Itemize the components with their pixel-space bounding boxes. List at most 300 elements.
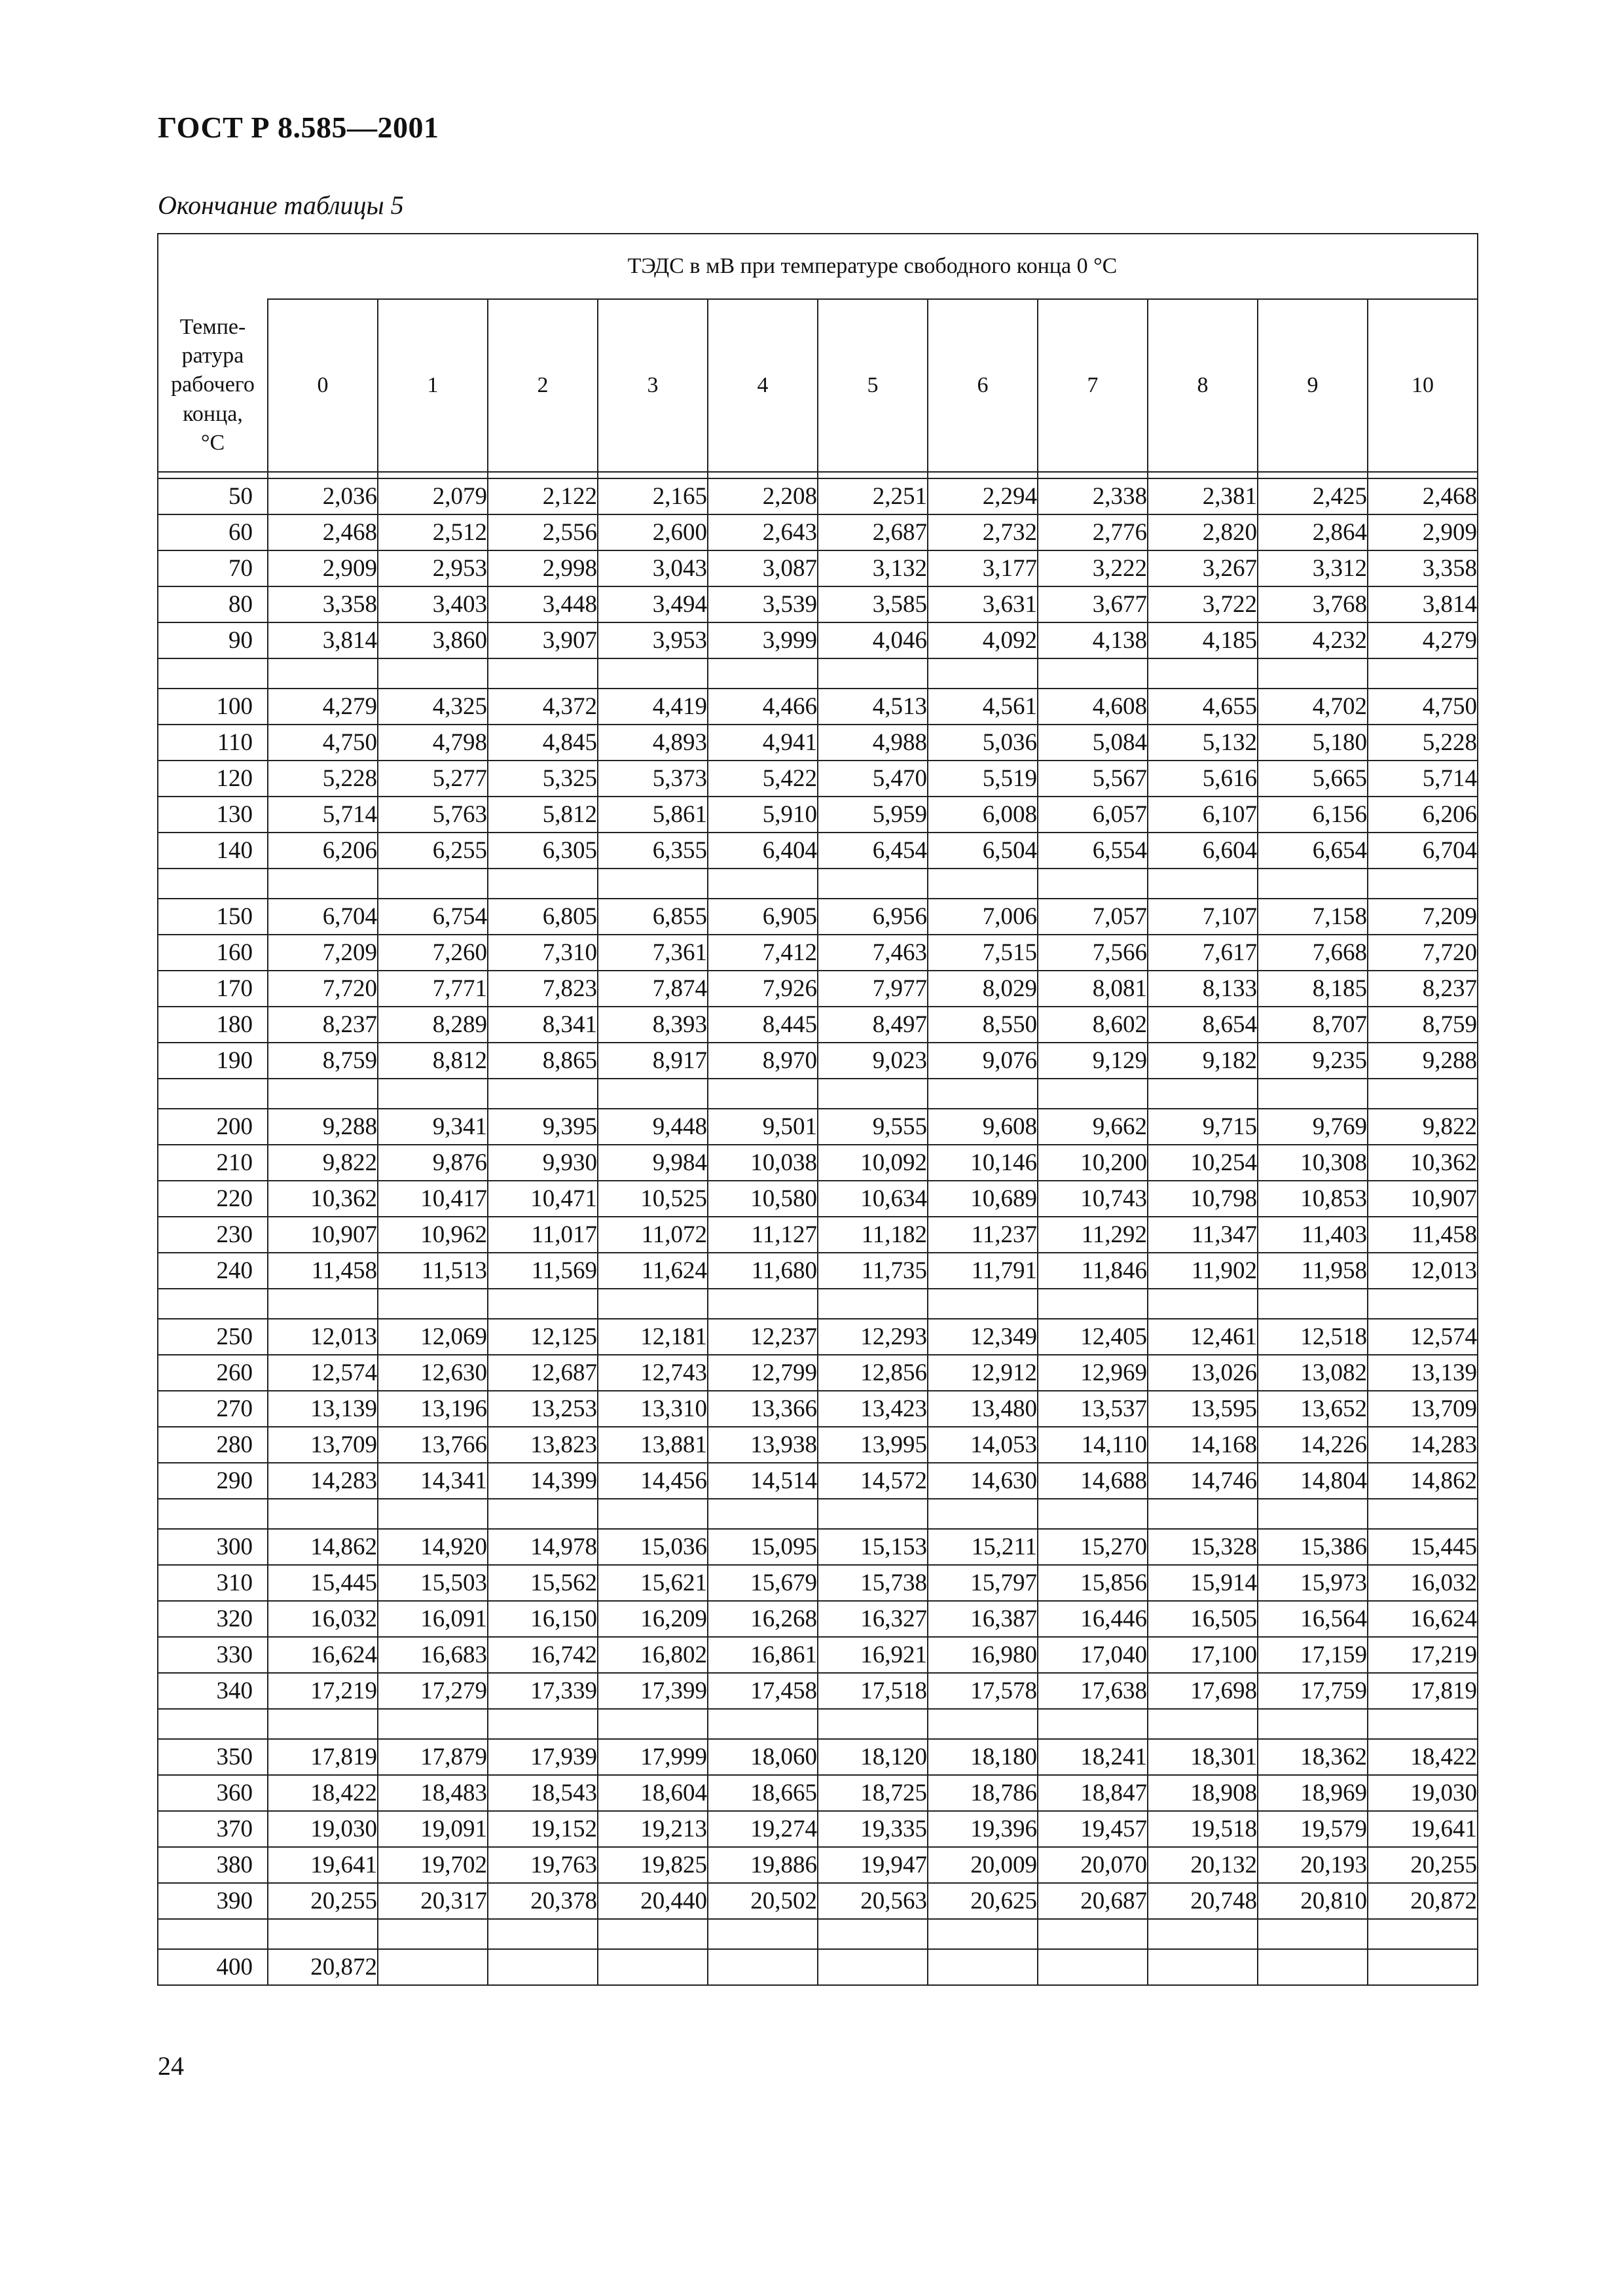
emf-value-cell: 15,738	[818, 1565, 928, 1601]
emf-value-cell: 4,092	[928, 622, 1038, 658]
emf-value-cell: 18,241	[1038, 1739, 1148, 1775]
emf-value-cell: 6,504	[928, 833, 1038, 869]
emf-value-cell: 18,362	[1258, 1739, 1368, 1775]
empty-cell	[1258, 1079, 1368, 1109]
emf-value-cell: 16,742	[488, 1637, 598, 1673]
emf-value-cell: 5,616	[1148, 761, 1258, 797]
emf-value-cell: 4,608	[1038, 689, 1148, 725]
emf-value-cell: 17,939	[488, 1739, 598, 1775]
emf-value-cell: 4,988	[818, 725, 928, 761]
emf-value-cell: 16,624	[268, 1637, 378, 1673]
emf-value-cell: 2,687	[818, 514, 928, 550]
emf-value-cell: 3,043	[598, 550, 708, 586]
emf-value-cell: 18,060	[708, 1739, 818, 1775]
emf-value-cell: 17,399	[598, 1673, 708, 1709]
emf-value-cell: 12,237	[708, 1319, 818, 1355]
empty-cell	[1148, 1289, 1258, 1319]
emf-value-cell: 17,999	[598, 1739, 708, 1775]
temperature-cell: 250	[158, 1319, 268, 1355]
block-spacer-row	[158, 1079, 1478, 1109]
emf-value-cell: 11,735	[818, 1253, 928, 1289]
emf-value-cell: 10,254	[1148, 1145, 1258, 1181]
emf-value-cell: 10,200	[1038, 1145, 1148, 1181]
emf-value-cell: 17,100	[1148, 1637, 1258, 1673]
emf-value-cell	[928, 1949, 1038, 1985]
emf-value-cell: 2,251	[818, 478, 928, 514]
emf-value-cell: 4,941	[708, 725, 818, 761]
emf-value-cell: 16,921	[818, 1637, 928, 1673]
emf-value-cell: 11,458	[1368, 1217, 1478, 1253]
emf-value-cell: 9,341	[378, 1109, 488, 1145]
temperature-cell: 400	[158, 1949, 268, 1985]
emf-value-cell: 3,814	[1368, 586, 1478, 622]
emf-value-cell: 3,494	[598, 586, 708, 622]
emf-value-cell: 10,853	[1258, 1181, 1368, 1217]
empty-cell	[158, 1499, 268, 1529]
empty-cell	[1148, 869, 1258, 899]
emf-value-cell: 7,209	[1368, 899, 1478, 935]
column-header-row	[158, 299, 1478, 472]
emf-value-cell: 14,283	[268, 1463, 378, 1499]
empty-cell	[1148, 1709, 1258, 1739]
empty-cell	[818, 869, 928, 899]
emf-value-cell: 18,604	[598, 1775, 708, 1811]
emf-value-cell: 6,255	[378, 833, 488, 869]
block-spacer-row	[158, 1919, 1478, 1949]
emf-value-cell: 6,305	[488, 833, 598, 869]
empty-cell	[378, 1499, 488, 1529]
emf-value-cell: 18,847	[1038, 1775, 1148, 1811]
emf-value-cell: 11,513	[378, 1253, 488, 1289]
emf-value-cell: 15,679	[708, 1565, 818, 1601]
emf-value-cell: 15,973	[1258, 1565, 1368, 1601]
temperature-cell: 260	[158, 1355, 268, 1391]
emf-value-cell: 11,569	[488, 1253, 598, 1289]
empty-cell	[708, 1079, 818, 1109]
emf-value-cell: 11,403	[1258, 1217, 1368, 1253]
emf-value-cell: 3,722	[1148, 586, 1258, 622]
emf-value-cell: 2,338	[1038, 478, 1148, 514]
block-spacer-row	[158, 1499, 1478, 1529]
emf-value-cell: 2,556	[488, 514, 598, 550]
emf-value-cell: 2,643	[708, 514, 818, 550]
emf-value-cell: 18,422	[1368, 1739, 1478, 1775]
emf-value-cell: 2,468	[1368, 478, 1478, 514]
row-header-line: ратура	[181, 344, 244, 368]
empty-cell	[158, 1289, 268, 1319]
emf-value-cell: 2,165	[598, 478, 708, 514]
emf-value-cell: 5,325	[488, 761, 598, 797]
emf-value-cell	[488, 1949, 598, 1985]
temperature-cell: 190	[158, 1043, 268, 1079]
emf-value-cell: 12,912	[928, 1355, 1038, 1391]
emf-value-cell: 14,746	[1148, 1463, 1258, 1499]
emf-value-cell: 19,763	[488, 1847, 598, 1883]
emf-value-cell: 13,938	[708, 1427, 818, 1463]
table-row	[158, 725, 1478, 761]
emf-value-cell: 4,372	[488, 689, 598, 725]
emf-value-cell: 17,879	[378, 1739, 488, 1775]
emf-value-cell: 3,539	[708, 586, 818, 622]
emf-value-cell: 9,288	[268, 1109, 378, 1145]
emf-value-cell: 5,277	[378, 761, 488, 797]
table-row	[158, 1811, 1478, 1847]
emf-value-cell: 20,009	[928, 1847, 1038, 1883]
emf-value-cell: 3,087	[708, 550, 818, 586]
table-row	[158, 935, 1478, 971]
empty-cell	[1258, 472, 1368, 478]
emf-value-cell: 20,872	[268, 1949, 378, 1985]
header-separator-row	[158, 472, 1478, 478]
emf-value-cell: 14,630	[928, 1463, 1038, 1499]
table-row	[158, 1673, 1478, 1709]
emf-value-cell: 16,387	[928, 1601, 1038, 1637]
row-header-line: Темпе-	[179, 315, 246, 340]
emf-value-cell: 11,902	[1148, 1253, 1258, 1289]
emf-value-cell: 19,396	[928, 1811, 1038, 1847]
empty-cell	[708, 472, 818, 478]
empty-cell	[488, 869, 598, 899]
emf-value-cell: 4,845	[488, 725, 598, 761]
emf-value-cell: 3,267	[1148, 550, 1258, 586]
emf-value-cell: 3,358	[1368, 550, 1478, 586]
row-header-line: рабочего	[171, 372, 255, 397]
emf-value-cell: 9,023	[818, 1043, 928, 1079]
emf-value-cell: 3,953	[598, 622, 708, 658]
emf-value-cell: 15,386	[1258, 1529, 1368, 1565]
emf-value-cell: 13,881	[598, 1427, 708, 1463]
empty-cell	[598, 1079, 708, 1109]
emf-value-cell: 9,288	[1368, 1043, 1478, 1079]
emf-value-cell: 9,608	[928, 1109, 1038, 1145]
emf-value-cell: 20,193	[1258, 1847, 1368, 1883]
emf-value-cell: 8,497	[818, 1007, 928, 1043]
table-row	[158, 1355, 1478, 1391]
emf-value-cell: 13,480	[928, 1391, 1038, 1427]
emf-value-cell: 2,468	[268, 514, 378, 550]
emf-value-cell: 12,013	[1368, 1253, 1478, 1289]
emf-value-cell: 3,585	[818, 586, 928, 622]
emf-value-cell: 5,519	[928, 761, 1038, 797]
temperature-cell: 330	[158, 1637, 268, 1673]
emf-value-cell	[1148, 1949, 1258, 1985]
emf-value-cell: 19,274	[708, 1811, 818, 1847]
emf-value-cell: 20,255	[1368, 1847, 1478, 1883]
table-row	[158, 1145, 1478, 1181]
emf-value-cell: 12,856	[818, 1355, 928, 1391]
emf-value-cell: 16,505	[1148, 1601, 1258, 1637]
emf-value-cell	[598, 1949, 708, 1985]
emf-value-cell: 7,874	[598, 971, 708, 1007]
emf-value-cell: 5,861	[598, 797, 708, 833]
empty-cell	[928, 1499, 1038, 1529]
emf-value-cell: 5,228	[268, 761, 378, 797]
header-corner-cell	[158, 234, 268, 299]
emf-value-cell: 8,185	[1258, 971, 1368, 1007]
empty-cell	[1258, 1289, 1368, 1319]
table-row	[158, 971, 1478, 1007]
temperature-cell: 340	[158, 1673, 268, 1709]
emf-value-cell: 5,812	[488, 797, 598, 833]
emf-value-cell: 5,132	[1148, 725, 1258, 761]
emf-value-cell: 12,574	[268, 1355, 378, 1391]
table-container	[157, 233, 1477, 1986]
table-row	[158, 514, 1478, 550]
table-row	[158, 1109, 1478, 1145]
emf-value-cell: 18,725	[818, 1775, 928, 1811]
emf-value-cell: 20,810	[1258, 1883, 1368, 1919]
empty-cell	[598, 1709, 708, 1739]
temperature-cell: 210	[158, 1145, 268, 1181]
emf-value-cell: 10,798	[1148, 1181, 1258, 1217]
emf-value-cell: 9,822	[1368, 1109, 1478, 1145]
temperature-cell: 380	[158, 1847, 268, 1883]
emf-value-cell: 10,146	[928, 1145, 1038, 1181]
block-spacer-row	[158, 869, 1478, 899]
empty-cell	[818, 1289, 928, 1319]
temperature-cell: 140	[158, 833, 268, 869]
emf-value-cell: 16,091	[378, 1601, 488, 1637]
emf-value-cell: 12,293	[818, 1319, 928, 1355]
empty-cell	[378, 658, 488, 689]
emf-value-cell: 2,512	[378, 514, 488, 550]
emf-value-cell: 8,759	[268, 1043, 378, 1079]
emf-value-cell: 10,689	[928, 1181, 1038, 1217]
emf-value-cell: 9,715	[1148, 1109, 1258, 1145]
emf-value-cell: 6,905	[708, 899, 818, 935]
emf-value-cell: 9,501	[708, 1109, 818, 1145]
emf-value-cell: 16,446	[1038, 1601, 1148, 1637]
block-spacer-row	[158, 1709, 1478, 1739]
emf-value-cell: 3,448	[488, 586, 598, 622]
emf-value-cell: 8,865	[488, 1043, 598, 1079]
emf-value-cell: 10,743	[1038, 1181, 1148, 1217]
emf-value-cell: 11,127	[708, 1217, 818, 1253]
temperature-cell: 200	[158, 1109, 268, 1145]
emf-value-cell: 17,819	[1368, 1673, 1478, 1709]
temperature-cell: 240	[158, 1253, 268, 1289]
emf-value-cell: 6,956	[818, 899, 928, 935]
emf-value-cell: 4,750	[1368, 689, 1478, 725]
empty-cell	[598, 1499, 708, 1529]
emf-value-cell: 17,339	[488, 1673, 598, 1709]
empty-cell	[488, 472, 598, 478]
emf-value-cell: 13,709	[1368, 1391, 1478, 1427]
emf-value-cell: 18,422	[268, 1775, 378, 1811]
emf-value-cell: 3,677	[1038, 586, 1148, 622]
table-caption: Окончание таблицы 5	[158, 190, 404, 220]
table-row	[158, 478, 1478, 514]
emf-value-cell: 10,362	[1368, 1145, 1478, 1181]
emf-value-cell: 15,503	[378, 1565, 488, 1601]
block-spacer-row	[158, 658, 1478, 689]
empty-cell	[1148, 1919, 1258, 1949]
emf-value-cell: 7,771	[378, 971, 488, 1007]
emf-value-cell: 10,907	[268, 1217, 378, 1253]
emf-value-cell: 15,914	[1148, 1565, 1258, 1601]
emf-value-cell: 5,959	[818, 797, 928, 833]
emf-value-cell: 4,655	[1148, 689, 1258, 725]
empty-cell	[158, 869, 268, 899]
emf-value-cell: 8,654	[1148, 1007, 1258, 1043]
emf-value-cell: 8,759	[1368, 1007, 1478, 1043]
emf-value-cell: 4,138	[1038, 622, 1148, 658]
emf-value-cell: 2,079	[378, 478, 488, 514]
empty-cell	[378, 472, 488, 478]
emf-value-cell: 4,798	[378, 725, 488, 761]
empty-cell	[708, 869, 818, 899]
emf-value-cell: 7,926	[708, 971, 818, 1007]
emf-value-cell: 14,341	[378, 1463, 488, 1499]
emf-value-cell: 20,440	[598, 1883, 708, 1919]
emf-value-cell: 16,980	[928, 1637, 1038, 1673]
emf-value-cell: 10,580	[708, 1181, 818, 1217]
emf-value-cell: 4,325	[378, 689, 488, 725]
emf-value-cell: 13,196	[378, 1391, 488, 1427]
emf-value-cell: 14,168	[1148, 1427, 1258, 1463]
emf-table	[157, 233, 1478, 1986]
temperature-cell: 110	[158, 725, 268, 761]
emf-value-cell: 5,763	[378, 797, 488, 833]
table-row	[158, 1637, 1478, 1673]
empty-cell	[268, 1079, 378, 1109]
emf-value-cell: 15,036	[598, 1529, 708, 1565]
emf-value-cell: 20,687	[1038, 1883, 1148, 1919]
emf-value-cell: 18,543	[488, 1775, 598, 1811]
emf-value-cell: 5,714	[1368, 761, 1478, 797]
emf-value-cell: 19,030	[1368, 1775, 1478, 1811]
empty-cell	[1258, 658, 1368, 689]
empty-cell	[1148, 658, 1258, 689]
emf-value-cell: 13,026	[1148, 1355, 1258, 1391]
empty-cell	[378, 1919, 488, 1949]
empty-cell	[1038, 1499, 1148, 1529]
emf-value-cell: 7,823	[488, 971, 598, 1007]
table-row	[158, 1043, 1478, 1079]
emf-value-cell: 15,856	[1038, 1565, 1148, 1601]
emf-value-cell: 14,978	[488, 1529, 598, 1565]
emf-value-cell: 9,076	[928, 1043, 1038, 1079]
emf-value-cell: 5,714	[268, 797, 378, 833]
emf-value-cell: 2,122	[488, 478, 598, 514]
emf-value-cell: 18,908	[1148, 1775, 1258, 1811]
temperature-cell: 150	[158, 899, 268, 935]
emf-value-cell: 8,081	[1038, 971, 1148, 1007]
emf-value-cell: 12,799	[708, 1355, 818, 1391]
empty-cell	[928, 1709, 1038, 1739]
emf-value-cell: 5,084	[1038, 725, 1148, 761]
emf-value-cell: 3,132	[818, 550, 928, 586]
temperature-cell: 130	[158, 797, 268, 833]
empty-cell	[268, 869, 378, 899]
table-row	[158, 1427, 1478, 1463]
empty-cell	[708, 1289, 818, 1319]
temperature-cell: 220	[158, 1181, 268, 1217]
emf-value-cell: 6,107	[1148, 797, 1258, 833]
emf-value-cell: 12,125	[488, 1319, 598, 1355]
emf-value-cell: 3,631	[928, 586, 1038, 622]
emf-value-cell: 19,152	[488, 1811, 598, 1847]
column-header-1: 1	[378, 299, 488, 472]
emf-value-cell: 7,361	[598, 935, 708, 971]
emf-value-cell: 7,107	[1148, 899, 1258, 935]
emf-value-cell: 7,515	[928, 935, 1038, 971]
emf-value-cell: 7,463	[818, 935, 928, 971]
emf-value-cell: 4,702	[1258, 689, 1368, 725]
emf-value-cell: 19,947	[818, 1847, 928, 1883]
table-row	[158, 689, 1478, 725]
emf-value-cell: 17,518	[818, 1673, 928, 1709]
emf-value-cell: 19,213	[598, 1811, 708, 1847]
emf-value-cell: 19,886	[708, 1847, 818, 1883]
table-row	[158, 1739, 1478, 1775]
emf-value-cell: 15,445	[268, 1565, 378, 1601]
emf-value-cell: 18,180	[928, 1739, 1038, 1775]
emf-value-cell: 16,564	[1258, 1601, 1368, 1637]
column-header-6: 6	[928, 299, 1038, 472]
temperature-cell: 160	[158, 935, 268, 971]
empty-cell	[1368, 1289, 1478, 1319]
temperature-cell: 280	[158, 1427, 268, 1463]
emf-value-cell: 9,984	[598, 1145, 708, 1181]
empty-cell	[1038, 1709, 1148, 1739]
table-row	[158, 1883, 1478, 1919]
emf-value-cell: 7,310	[488, 935, 598, 971]
emf-value-cell: 9,876	[378, 1145, 488, 1181]
emf-value-cell: 3,860	[378, 622, 488, 658]
emf-value-cell: 2,820	[1148, 514, 1258, 550]
emf-value-cell: 18,786	[928, 1775, 1038, 1811]
temperature-cell: 180	[158, 1007, 268, 1043]
emf-value-cell: 8,917	[598, 1043, 708, 1079]
emf-value-cell: 9,182	[1148, 1043, 1258, 1079]
table-row	[158, 797, 1478, 833]
empty-cell	[928, 1079, 1038, 1109]
table-row	[158, 1565, 1478, 1601]
emf-value-cell: 17,638	[1038, 1673, 1148, 1709]
emf-value-cell: 14,514	[708, 1463, 818, 1499]
emf-value-cell: 4,750	[268, 725, 378, 761]
emf-value-cell: 6,454	[818, 833, 928, 869]
emf-value-cell: 3,358	[268, 586, 378, 622]
temperature-cell: 390	[158, 1883, 268, 1919]
emf-value-cell: 19,702	[378, 1847, 488, 1883]
emf-value-cell: 7,209	[268, 935, 378, 971]
emf-value-cell: 6,156	[1258, 797, 1368, 833]
emf-value-cell: 12,574	[1368, 1319, 1478, 1355]
emf-value-cell: 7,668	[1258, 935, 1368, 971]
emf-value-cell: 20,378	[488, 1883, 598, 1919]
emf-value-cell: 11,182	[818, 1217, 928, 1253]
empty-cell	[1368, 472, 1478, 478]
emf-value-cell: 11,072	[598, 1217, 708, 1253]
emf-value-cell: 15,328	[1148, 1529, 1258, 1565]
emf-value-cell: 8,970	[708, 1043, 818, 1079]
emf-value-cell: 3,907	[488, 622, 598, 658]
emf-value-cell: 18,483	[378, 1775, 488, 1811]
empty-cell	[1258, 1499, 1368, 1529]
temperature-cell: 350	[158, 1739, 268, 1775]
empty-cell	[1148, 1499, 1258, 1529]
emf-value-cell: 5,036	[928, 725, 1038, 761]
empty-cell	[928, 1289, 1038, 1319]
emf-value-cell: 2,909	[1368, 514, 1478, 550]
emf-value-cell: 7,158	[1258, 899, 1368, 935]
emf-value-cell: 6,206	[268, 833, 378, 869]
emf-value-cell: 9,448	[598, 1109, 708, 1145]
column-header-5: 5	[818, 299, 928, 472]
temperature-cell: 60	[158, 514, 268, 550]
